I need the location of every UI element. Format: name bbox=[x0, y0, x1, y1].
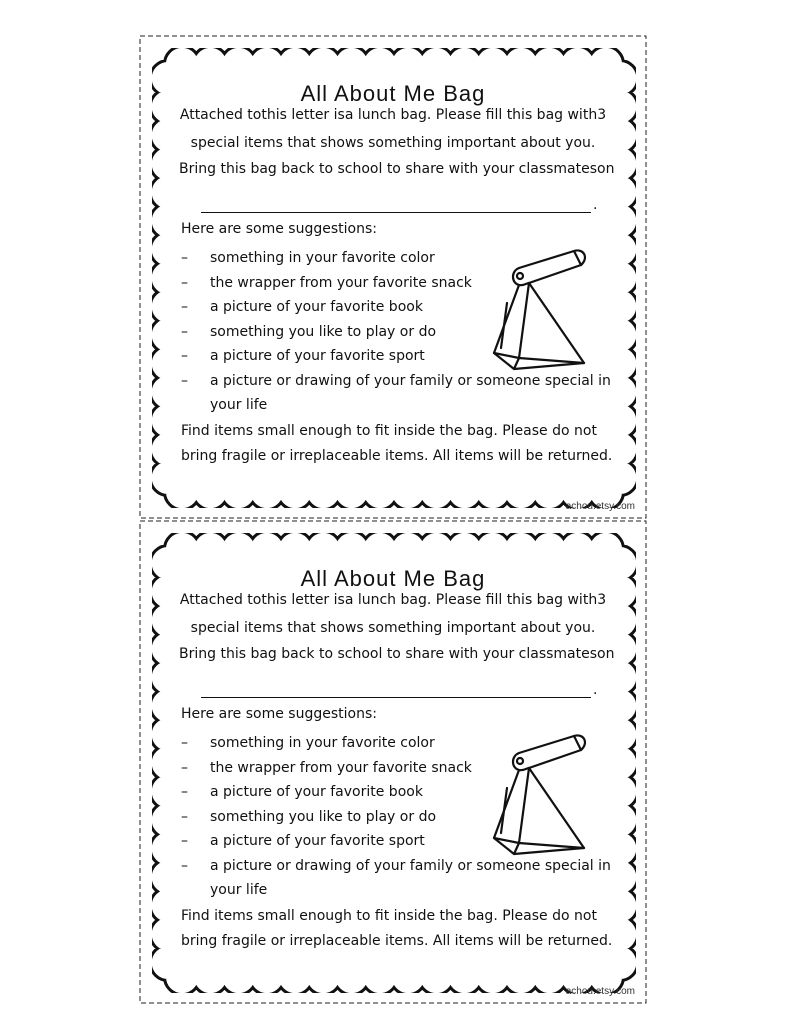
letter-card-top bbox=[139, 35, 647, 519]
suggestions-heading: Here are some suggestions: bbox=[181, 221, 377, 237]
suggestions-heading: Here are some suggestions: bbox=[181, 706, 377, 722]
suggestion-text: a picture of your favorite sport bbox=[210, 348, 425, 364]
intro-line-2: special items that shows something important about you. bbox=[190, 135, 596, 151]
suggestion-text: something you like to play or do bbox=[210, 323, 437, 340]
dash-bullet: – bbox=[181, 348, 188, 364]
letter-title: All About Me Bag bbox=[300, 81, 486, 106]
credit-text: achou.etsy.com bbox=[565, 501, 635, 512]
dash-bullet: – bbox=[181, 372, 188, 389]
lunch-bag-icon bbox=[489, 243, 599, 373]
dash-bullet: – bbox=[181, 735, 188, 751]
intro-line-1: Attached tothis letter isa lunch bag. Please fill this bag with3 bbox=[179, 107, 607, 123]
blank-period: . bbox=[593, 197, 598, 213]
suggestion-text: a picture of your favorite sport bbox=[210, 833, 425, 849]
closing-note: Find items small enough to fit inside the bag. Please do not bring fragile or irreplaceable items. All items will be returned. bbox=[181, 423, 613, 464]
dash-bullet: – bbox=[181, 250, 188, 266]
dash-bullet: – bbox=[181, 833, 188, 849]
intro-line-1: Attached tothis letter isa lunch bag. Please fill this bag with3 bbox=[179, 592, 607, 608]
suggestion-text: something in your favorite color bbox=[210, 250, 435, 266]
suggestion-text: a picture or drawing of your family or someone special in your life bbox=[210, 372, 611, 413]
credit-text: achou.etsy.com bbox=[565, 986, 635, 997]
suggestion-text: the wrapper from your favorite snack bbox=[210, 274, 472, 291]
dash-bullet: – bbox=[181, 299, 188, 315]
suggestion-text: something in your favorite color bbox=[210, 735, 435, 751]
suggestion-text: something you like to play or do bbox=[210, 808, 437, 825]
dash-bullet: – bbox=[181, 274, 188, 291]
list-item bbox=[181, 369, 621, 418]
list-item bbox=[181, 854, 621, 903]
dash-bullet: – bbox=[181, 784, 188, 800]
suggestion-text: a picture or drawing of your family or someone special in your life bbox=[210, 857, 611, 898]
dash-bullet: – bbox=[181, 808, 188, 825]
date-blank-line[interactable] bbox=[201, 197, 597, 217]
date-blank-line[interactable] bbox=[201, 682, 597, 702]
dash-bullet: – bbox=[181, 857, 188, 874]
blank-period: . bbox=[593, 682, 598, 698]
dash-bullet: – bbox=[181, 323, 188, 340]
letter-title: All About Me Bag bbox=[300, 566, 486, 591]
lunch-bag-icon bbox=[489, 728, 599, 858]
intro-line-3: Bring this bag back to school to share with your classmateson bbox=[179, 646, 615, 662]
suggestion-text: a picture of your favorite book bbox=[210, 784, 423, 800]
dash-bullet: – bbox=[181, 759, 188, 776]
letter-card-bottom bbox=[139, 520, 647, 1004]
suggestion-text: a picture of your favorite book bbox=[210, 299, 423, 315]
closing-note: Find items small enough to fit inside the bag. Please do not bring fragile or irreplaceable items. All items will be returned. bbox=[181, 908, 613, 949]
suggestion-text: the wrapper from your favorite snack bbox=[210, 759, 472, 776]
intro-line-2: special items that shows something important about you. bbox=[190, 620, 596, 636]
intro-line-3: Bring this bag back to school to share with your classmateson bbox=[179, 161, 615, 177]
